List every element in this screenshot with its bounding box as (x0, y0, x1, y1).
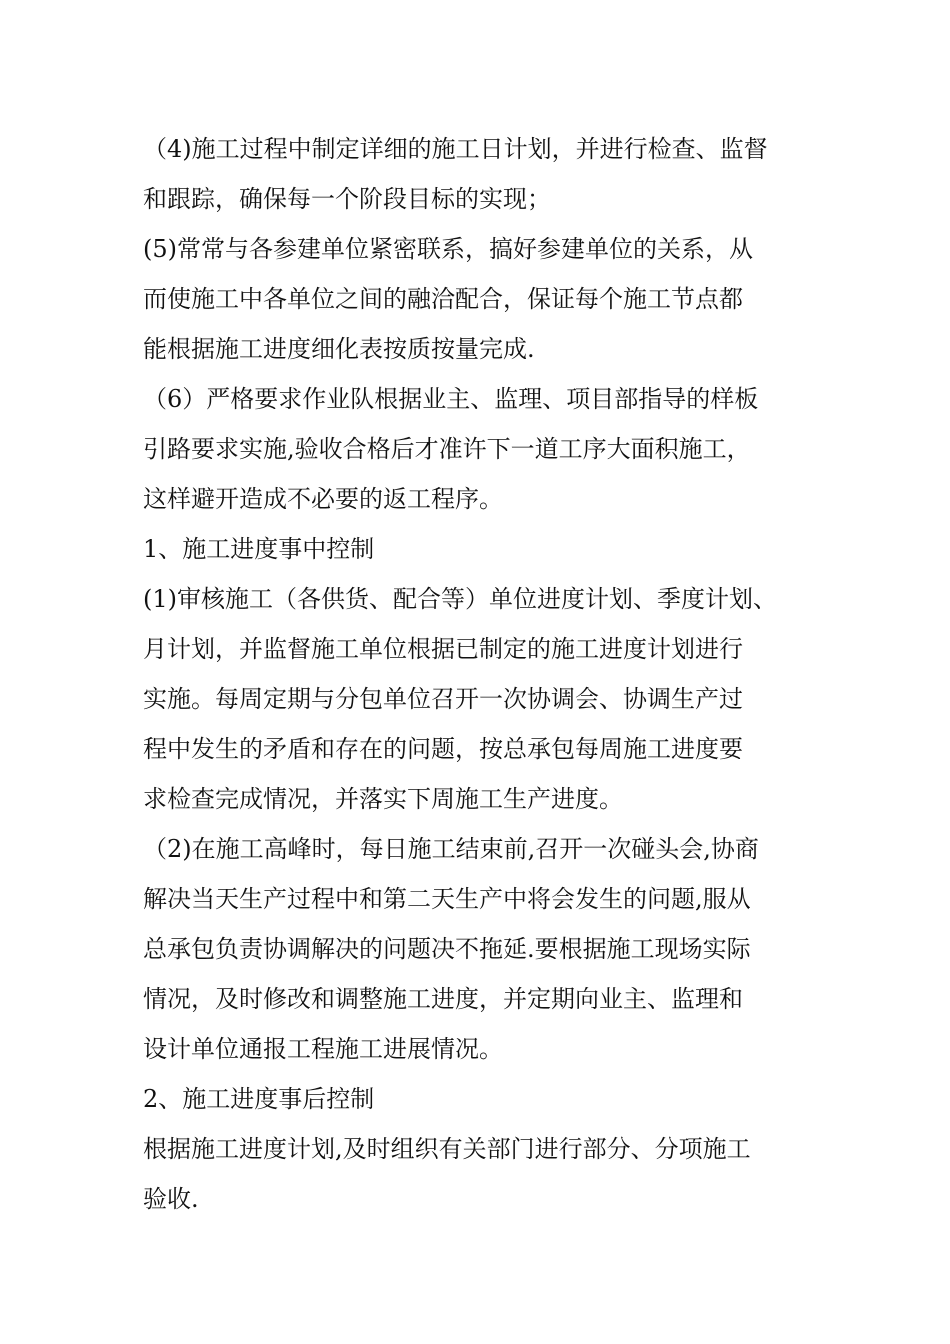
text-line: 解决当天生产过程中和第二天生产中将会发生的问题,服从 (143, 885, 751, 913)
text-line: (5)常常与各参建单位紧密联系，搞好参建单位的关系，从 (143, 235, 753, 263)
text-line: （6）严格要求作业队根据业主、监理、项目部指导的样板 (143, 385, 759, 413)
text-line: 验收. (143, 1185, 199, 1213)
text-line: 引路要求实施,验收合格后才准许下一道工序大面积施工， (143, 435, 751, 463)
text-line: 根据施工进度计划,及时组织有关部门进行部分、分项施工 (143, 1135, 751, 1163)
text-line: 能根据施工进度细化表按质按量完成. (143, 335, 535, 363)
text-line: 情况，及时修改和调整施工进度，并定期向业主、监理和 (143, 985, 743, 1013)
text-line: 程中发生的矛盾和存在的问题，按总承包每周施工进度要 (143, 735, 743, 763)
text-line: 求检查完成情况，并落实下周施工生产进度。 (143, 785, 623, 813)
text-line: 实施。每周定期与分包单位召开一次协调会、协调生产过 (143, 685, 743, 713)
text-line: (1)审核施工（各供货、配合等）单位进度计划、季度计划、 (143, 585, 777, 613)
text-line: （4)施工过程中制定详细的施工日计划，并进行检查、监督 (143, 135, 768, 163)
text-line: 设计单位通报工程施工进展情况。 (143, 1035, 503, 1063)
text-line: （2)在施工高峰时，每日施工结束前,召开一次碰头会,协商 (143, 835, 759, 863)
text-line: 月计划，并监督施工单位根据已制定的施工进度计划进行 (143, 635, 743, 663)
section-heading: 1、施工进度事中控制 (143, 535, 375, 563)
document-body (143, 124, 823, 1224)
section-heading: 2、施工进度事后控制 (143, 1085, 375, 1113)
text-line: 总承包负责协调解决的问题决不拖延.要根据施工现场实际 (143, 935, 751, 963)
text-line: 和跟踪，确保每一个阶段目标的实现； (143, 185, 551, 213)
text-line: 而使施工中各单位之间的融洽配合，保证每个施工节点都 (143, 285, 743, 313)
text-line: 这样避开造成不必要的返工程序。 (143, 485, 503, 513)
